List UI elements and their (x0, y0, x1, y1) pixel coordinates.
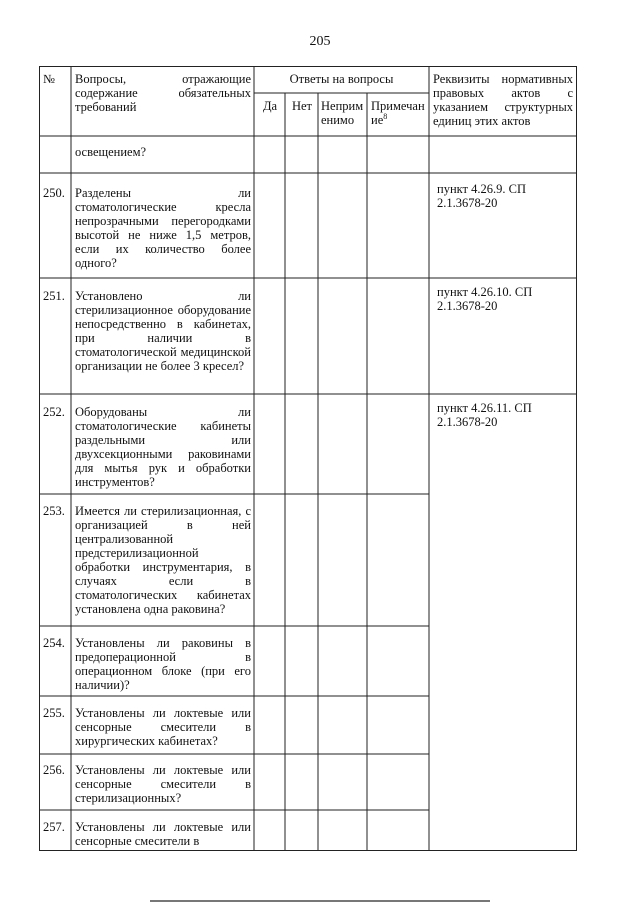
header-answers: Ответы на вопросы (289, 72, 394, 86)
table-row-question: Установлены ли локтевые или сенсорные смесители в хирургических кабинетах? (75, 706, 251, 748)
table-row-number: 252. (43, 405, 65, 419)
footnote-marker: 8 (383, 111, 388, 121)
table-row-number: 256. (43, 763, 65, 777)
table-row-question: Установлены ли локтевые или сенсорные смесители в (75, 820, 251, 848)
table-row-question: Имеется ли стерилизационная, с организацией в ней централизованной предстерилизационной обработки инструментария, в случаях если в стоматологических кабинетах установлена одна раковина? (75, 504, 251, 616)
table-row-number: 250. (43, 186, 65, 200)
header-yes: Да (262, 99, 278, 113)
header-number: № (43, 72, 55, 86)
header-requisites: Реквизиты нормативных правовых актов с указанием структурных единиц этих актов (433, 72, 573, 128)
header-note-text: Примечание (371, 99, 425, 127)
table-row-number: 257. (43, 820, 65, 834)
table-row-number: 254. (43, 636, 65, 650)
table-row-number: 251. (43, 289, 65, 303)
scan-edge-line (150, 900, 490, 902)
header-not-applicable: Неприменимо (321, 99, 364, 127)
table-row-question: Установлены ли локтевые или сенсорные смесители в стерилизационных? (75, 763, 251, 805)
table-row-question: Разделены ли стоматологические кресла непрозрачными перегородками высотой не ниже 1,5 метров, если их количество более одного? (75, 186, 251, 270)
table-row-reference: пункт 4.26.9. СП 2.1.3678-20 (437, 182, 526, 210)
table-row-reference: пункт 4.26.10. СП 2.1.3678-20 (437, 285, 533, 313)
table-row-number: 253. (43, 504, 65, 518)
table-row-reference: пункт 4.26.11. СП 2.1.3678-20 (437, 401, 532, 429)
header-no: Нет (291, 99, 313, 113)
table-row-question: освещением? (75, 145, 147, 159)
table-row-number: 255. (43, 706, 65, 720)
table-row-question: Оборудованы ли стоматологические кабинеты раздельными или двухсекционными раковинами для мытья рук и обработки инструментов? (75, 405, 251, 489)
header-note (371, 99, 427, 127)
requirements-table (39, 66, 577, 851)
table-row-question: Установлено ли стерилизационное оборудование непосредственно в кабинетах, при наличии в стоматологической медицинской организации не более 3 кресел? (75, 289, 251, 373)
page-number: 205 (309, 34, 331, 49)
table-row-question: Установлены ли раковины в предоперационной в операционном блоке (при его наличии)? (75, 636, 251, 692)
header-questions: Вопросы, отражающие содержание обязательных требований (75, 72, 251, 114)
